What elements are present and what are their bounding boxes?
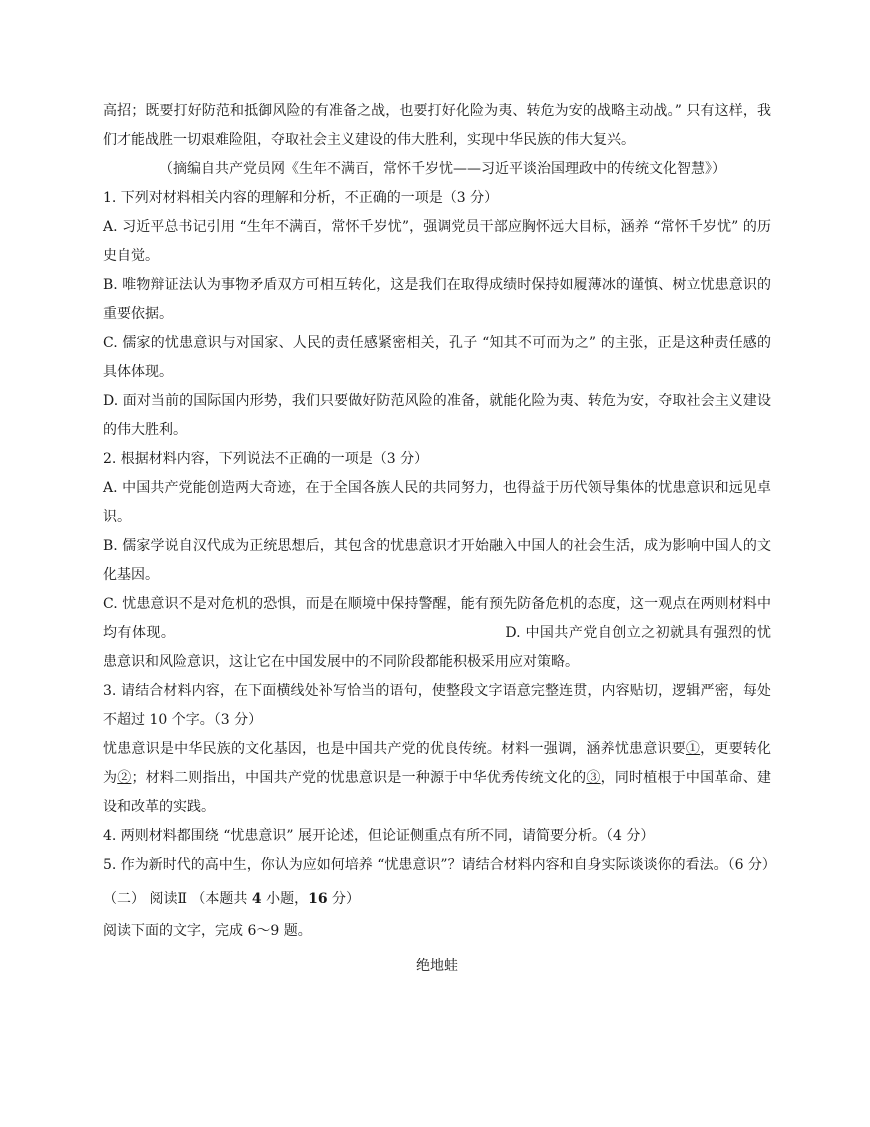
- section-heading-text: 分）: [327, 891, 361, 907]
- question-2-option-a: A. 中国共产党能创造两大奇迹，在于全国各族人民的共同努力，也得益于历代领导集体的忧患意识和远见卓识。: [103, 480, 771, 525]
- document-body: [103, 97, 776, 981]
- question-2-option-c: [103, 590, 771, 677]
- story-title: 绝地蛙: [416, 958, 458, 974]
- question-4-stem: 4. 两则材料都围绕 “忧患意识” 展开论述，但论证侧重点有所不同，请简要分析。（4 分）: [103, 828, 655, 844]
- section-heading-text: 小题，: [261, 891, 309, 907]
- section-score: 16: [308, 891, 328, 907]
- source-citation: （摘编自共产党员网《生年不满百，常怀千岁忧——习近平谈治国理政中的传统文化智慧》）: [159, 161, 726, 177]
- question-2-option-d-text: D. 中国共产党自创立之初就具有强烈的忧患意识和风险意识，这让它在中国发展中的不同阶段都能积极采用应对策略。: [103, 625, 772, 670]
- question-5-stem: 5. 作为新时代的高中生，你认为应如何培养 “忧患意识”？请结合材料内容和自身实际谈谈你的看法。（6 分）: [103, 857, 776, 873]
- question-1-option-b: B. 唯物辩证法认为事物矛盾双方可相互转化，这是我们在取得成绩时保持如履薄冰的谨慎、树立忧患意识的重要依据。: [103, 277, 771, 322]
- section-heading-text: （二） 阅读Ⅱ （本题共: [103, 891, 252, 907]
- question-1-option-d: D. 面对当前的国际国内形势，我们只要做好防范风险的准备，就能化险为夷、转危为安，夺取社会主义建设的伟大胜利。: [103, 393, 771, 438]
- question-2-option-c-text: C. 忧患意识不是对危机的恐惧，而是在顺境中保持警醒，能有预先防备危机的态度，这一观点在两则材料中均有体现。: [103, 596, 771, 641]
- passage-text: 忧患意识是中华民族的文化基因，也是中国共产党的优良传统。材料一强调，涵养忧患意识要: [103, 741, 686, 757]
- question-1-option-c: C. 儒家的忧患意识与对国家、人民的责任感紧密相关，孔子 “知其不可而为之” 的主张，正是这种责任感的具体体现。: [103, 335, 771, 380]
- paragraph-continuation: 高招；既要打好防范和抵御风险的有准备之战，也要打好化险为夷、转危为安的战略主动战。” 只有这样，我们才能战胜一切艰难险阻，夺取社会主义建设的伟大胜利，实现中华民族的伟大复兴。: [103, 103, 771, 148]
- question-2-option-b: B. 儒家学说自汉代成为正统思想后，其包含的忧患意识才开始融入中国人的社会生活，成为影响中国人的文化基因。: [103, 538, 771, 583]
- section-heading: [103, 885, 771, 914]
- passage-text: ，更要转化为: [103, 741, 772, 786]
- question-1-option-a: A. 习近平总书记引用 “生年不满百，常怀千岁忧”，强调党员干部应胸怀远大目标，涵养 “常怀千岁忧” 的历史自觉。: [103, 219, 771, 264]
- blank-marker-3: ③: [586, 770, 601, 786]
- blank-marker-1: ①: [685, 741, 701, 757]
- passage-text: ，同时植根于中国革命、建设和改革的实践。: [103, 770, 772, 815]
- blank-marker-2: ②: [117, 770, 132, 786]
- question-3-stem: 3. 请结合材料内容，在下面横线处补写恰当的语句，使整段文字语意完整连贯，内容贴切，逻辑严密，每处不超过 10 个字。（3 分）: [103, 683, 771, 728]
- question-3-passage: [103, 735, 771, 822]
- passage-text: ；材料二则指出，中国共产党的忧患意识是一种源于中华优秀传统文化的: [131, 770, 587, 786]
- section-question-count: 4: [251, 891, 262, 907]
- question-2-stem: 2. 根据材料内容，下列说法不正确的一项是（3 分）: [103, 451, 429, 467]
- reading-instruction: 阅读下面的文字，完成 6～9 题。: [103, 923, 312, 939]
- question-1-stem: 1. 下列对材料相关内容的理解和分析，不正确的一项是（3 分）: [103, 190, 499, 206]
